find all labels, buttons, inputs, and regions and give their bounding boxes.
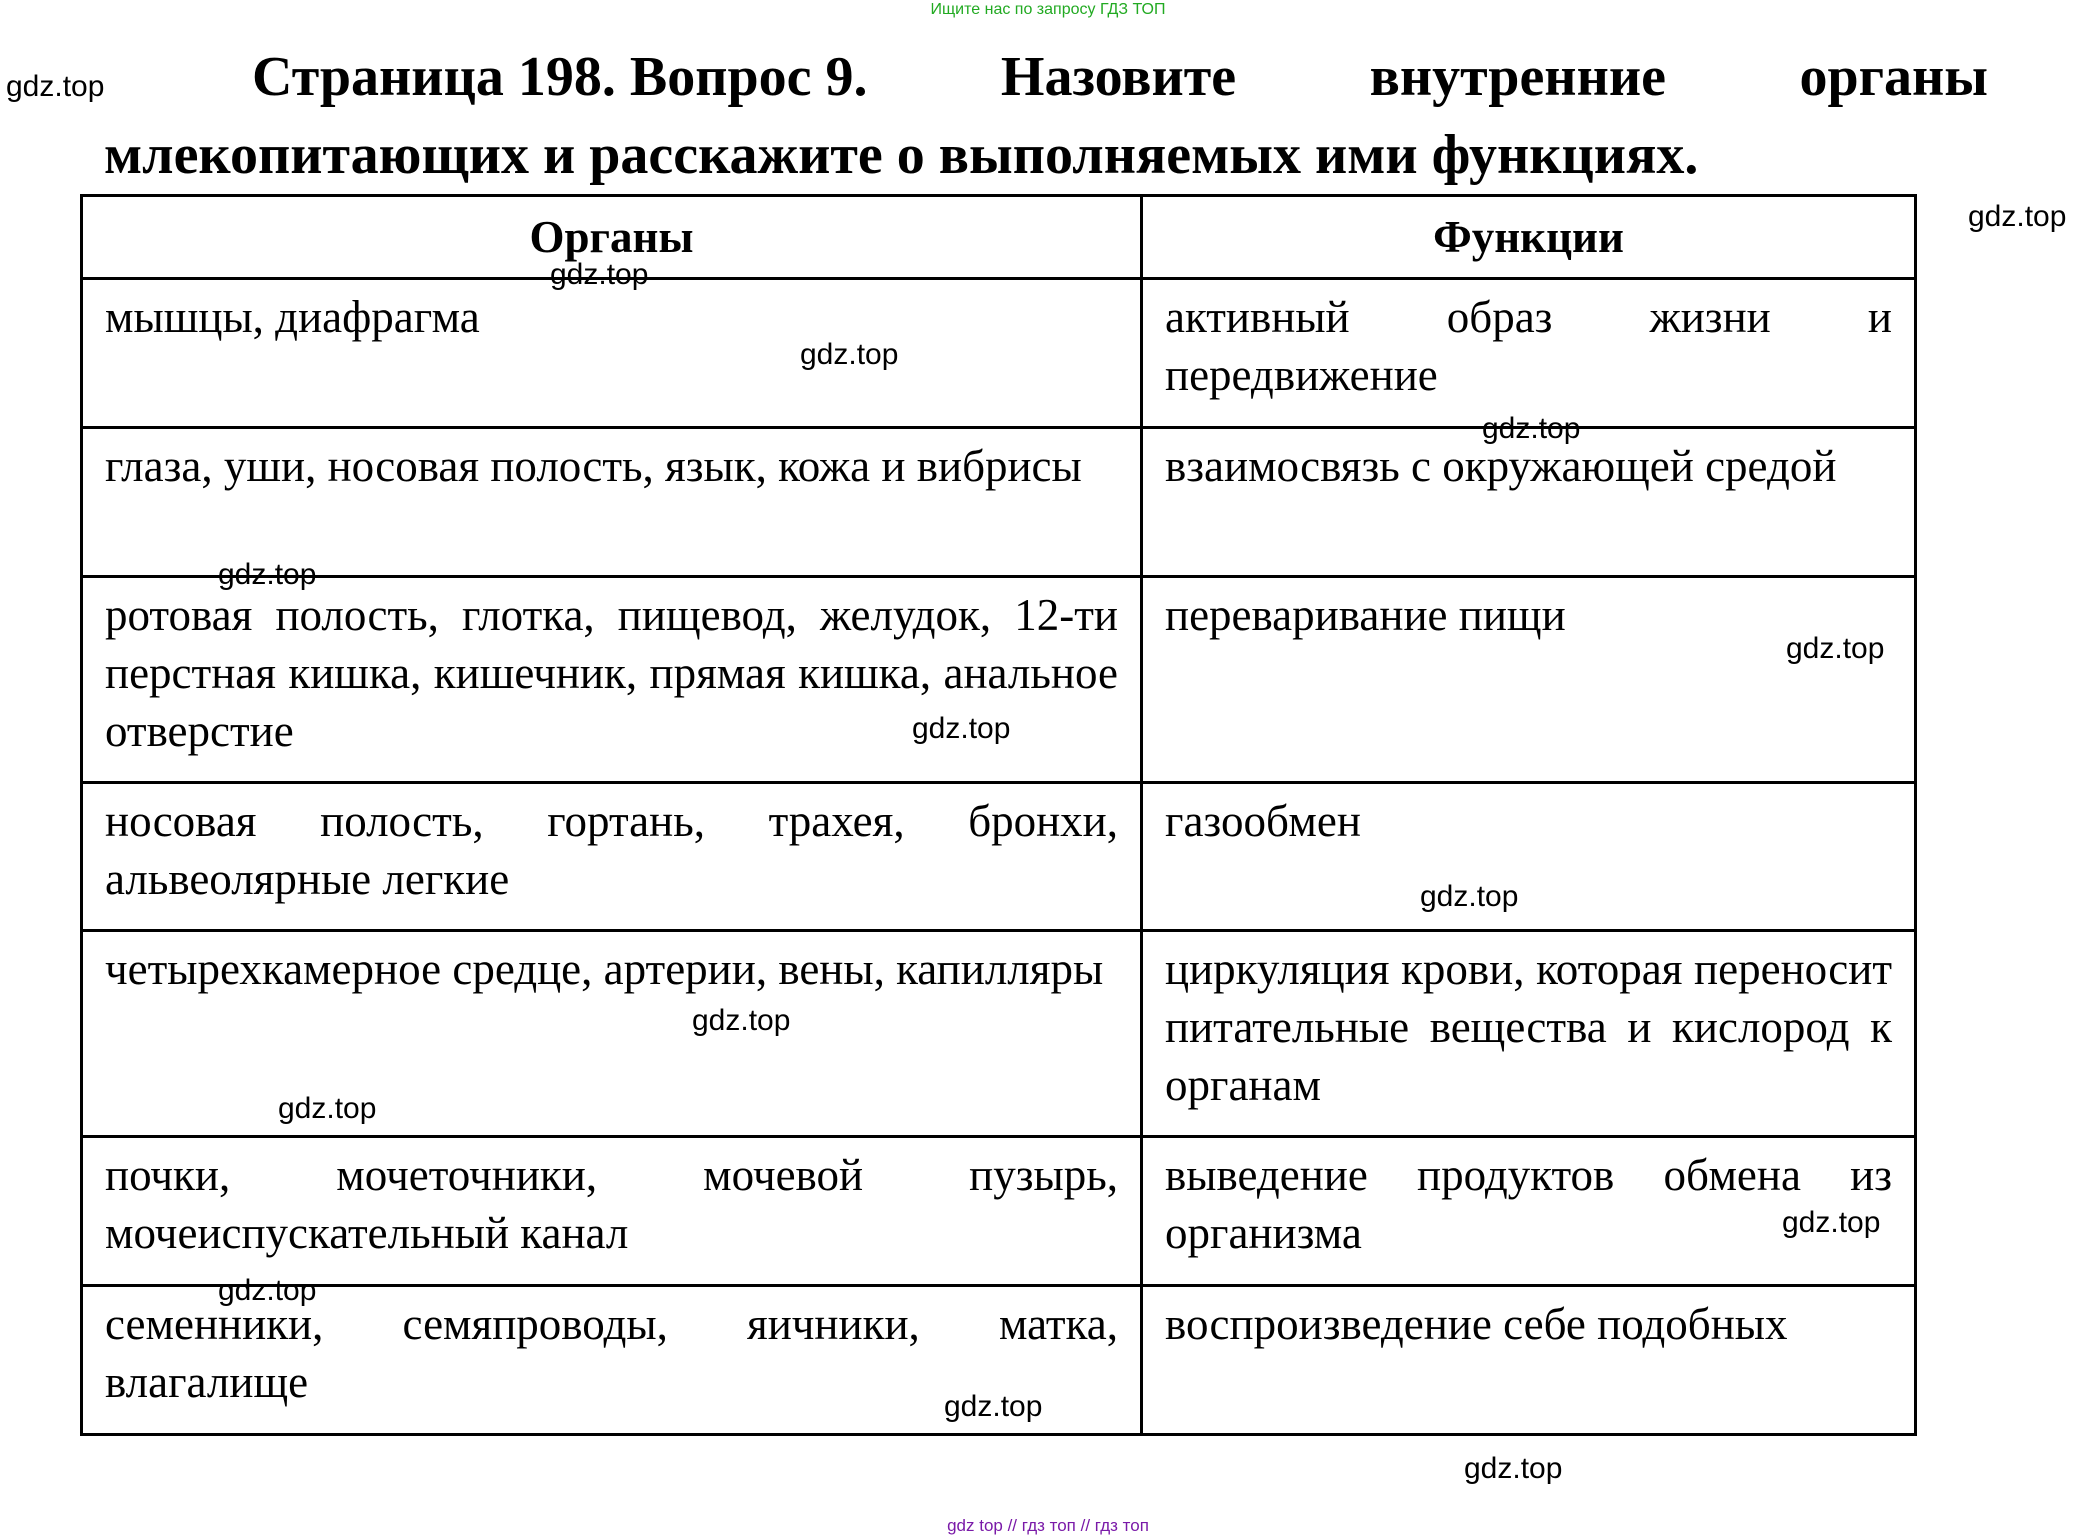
watermark: gdz.top — [1464, 1452, 1563, 1485]
title-word-1: Назовите — [1000, 46, 1237, 108]
title-word-3: органы — [1799, 46, 1988, 108]
watermark: gdz.top — [1420, 880, 1519, 913]
top-banner: Ищите нас по запросу ГДЗ ТОП — [930, 1, 1166, 18]
watermark: gdz.top — [800, 338, 899, 371]
table-row — [82, 577, 1916, 783]
functions-cell: воспроизведение себе подобных — [1142, 1286, 1916, 1435]
organs-cell: ротовая полость, глотка, пищевод, желудок, 12-ти перстная кишка, кишечник, прямая кишка, анальное отверстие — [82, 577, 1142, 783]
footer-links: gdz top // гдз топ // гдз топ — [947, 1516, 1149, 1535]
organs-cell: носовая полость, гортань, трахея, бронхи, альвеолярные легкие — [82, 783, 1142, 931]
table-header-row — [82, 196, 1916, 279]
watermark: gdz.top — [278, 1092, 377, 1125]
organs-cell: мышцы, диафрагма — [82, 279, 1142, 428]
watermark: gdz.top — [218, 1274, 317, 1307]
organs-cell: глаза, уши, носовая полость, язык, кожа и вибрисы — [82, 428, 1142, 577]
title-line-2: млекопитающих и расскажите о выполняемых ими функциях. — [104, 124, 1699, 186]
table-row — [82, 783, 1916, 931]
table-row — [82, 428, 1916, 577]
organs-cell: семенники, семяпроводы, яичники, матка, влагалище — [82, 1286, 1142, 1435]
watermark: gdz.top — [692, 1004, 791, 1037]
functions-cell: переваривание пищи — [1142, 577, 1916, 783]
functions-cell: выведение продуктов обмена из организма — [1142, 1137, 1916, 1286]
watermark: gdz.top — [1968, 200, 2067, 233]
watermark: gdz.top — [912, 712, 1011, 745]
watermark: gdz.top — [1786, 632, 1885, 665]
header-functions: Функции — [1142, 196, 1916, 279]
organs-cell: почки, мочеточники, мочевой пузырь, мочеиспускательный канал — [82, 1137, 1142, 1286]
table-row — [82, 279, 1916, 428]
title-word-2: внутренние — [1369, 46, 1666, 108]
watermark: gdz.top — [6, 70, 105, 103]
functions-cell: циркуляция крови, которая переносит питательные вещества и кислород к органам — [1142, 931, 1916, 1137]
organs-cell: четырехкамерное средце, артерии, вены, капилляры — [82, 931, 1142, 1137]
functions-cell: активный образ жизни и передвижение — [1142, 279, 1916, 428]
title-part-1: Страница 198. Вопрос 9. — [252, 46, 868, 108]
organs-table — [80, 194, 1917, 1436]
table-row — [82, 1137, 1916, 1286]
watermark: gdz.top — [944, 1390, 1043, 1423]
watermark: gdz.top — [1482, 412, 1581, 445]
watermark: gdz.top — [550, 258, 649, 291]
functions-cell: газообмен — [1142, 783, 1916, 931]
title-line-1 — [104, 38, 1988, 116]
page-title — [104, 38, 1988, 194]
watermark: gdz.top — [1782, 1206, 1881, 1239]
header-organs: Органы — [82, 196, 1142, 279]
functions-cell: взаимосвязь с окружающей средой — [1142, 428, 1916, 577]
watermark: gdz.top — [218, 558, 317, 591]
